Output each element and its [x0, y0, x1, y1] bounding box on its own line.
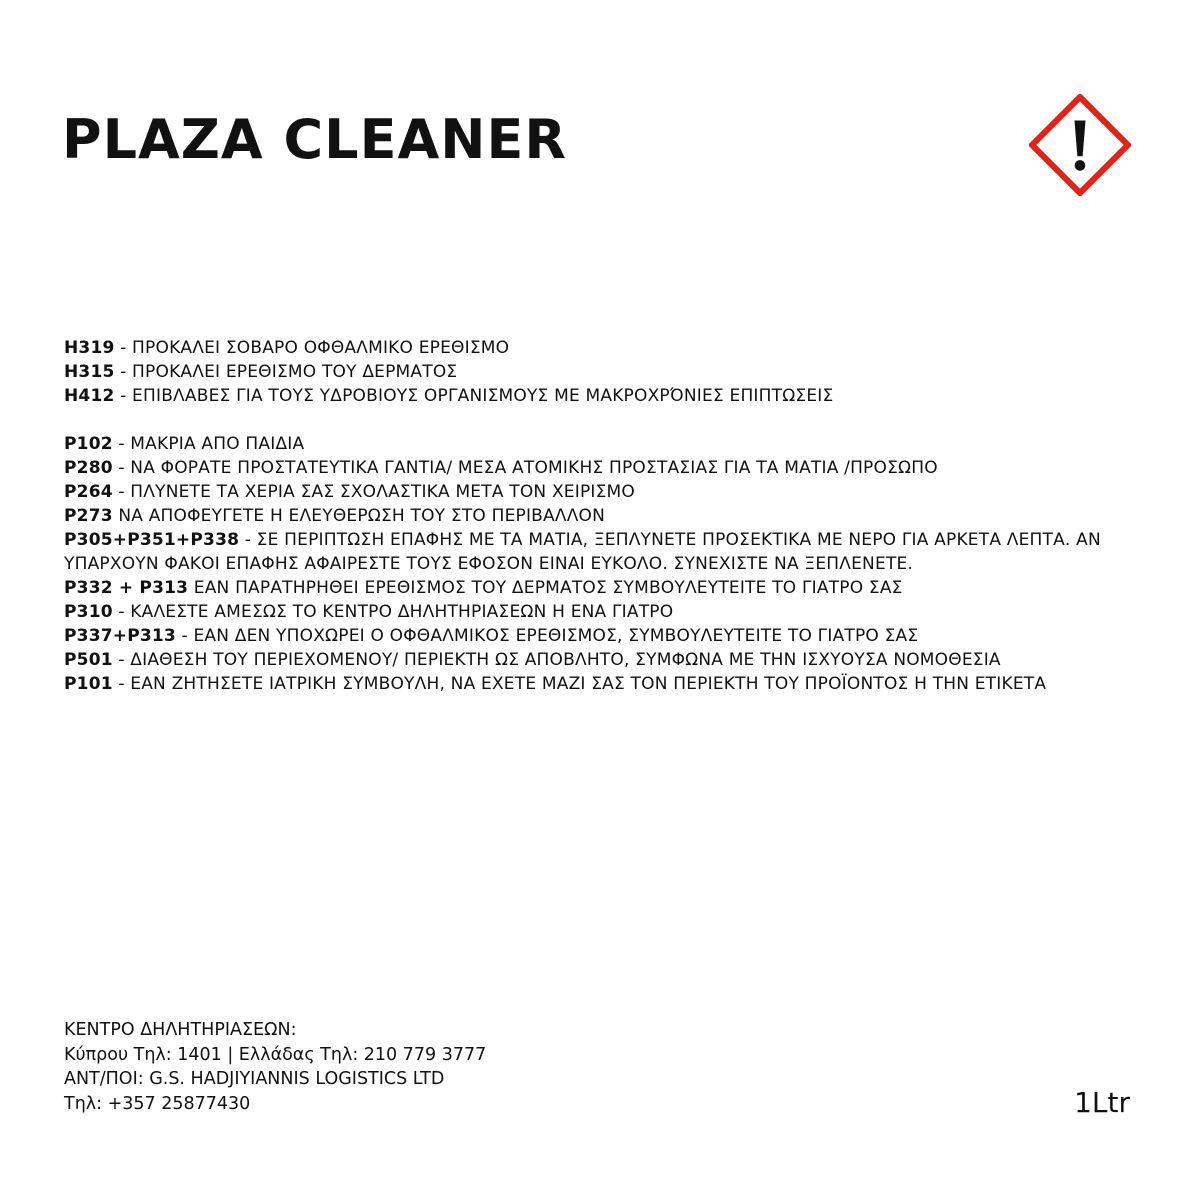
statement-text: ΕΑΝ ΠΑΡΑΤΗΡΗΘΕΙ ΕΡΕΘΙΣΜΟΣ ΤΟΥ ΔΕΡΜΑΤΟΣ ΣΥΜΒΟΥΛΕΥΤΕΙΤΕ ΤΟ ΓΙΑΤΡΟ ΣΑΣ — [188, 578, 903, 598]
statement-text: - ΜΑΚΡΙΑ ΑΠΟ ΠΑΙΔΙΑ — [112, 434, 305, 454]
statement-text: - ΠΛΥΝΕΤΕ ΤΑ ΧΕΡΙΑ ΣΑΣ ΣΧΟΛΑΣΤΙΚΑ ΜΕΤΑ ΤΟΝ ΧΕΙΡΙΣΜΟ — [112, 482, 636, 502]
precautionary-statement — [64, 480, 1144, 504]
statement-code: H319 — [64, 338, 115, 358]
exclamation-mark-diamond-icon — [1029, 94, 1131, 196]
poison-center-heading: ΚΕΝΤΡΟ ΔΗΛΗΤΗΡΙΑΣΕΩΝ: — [64, 1020, 297, 1040]
precautionary-statement — [64, 624, 1144, 648]
precautionary-statement — [64, 456, 1144, 480]
hazard-statement — [64, 336, 1144, 360]
exclamation-dot — [1075, 160, 1086, 171]
statement-code: P305+P351+P338 — [64, 530, 240, 550]
statement-code: H412 — [64, 386, 115, 406]
hazard-statement — [64, 360, 1144, 384]
safety-statements — [64, 336, 1144, 696]
statement-text: ΝΑ ΑΠΟΦΕΥΓΕΤΕ Η ΕΛΕΥΘΕΡΩΣΗ ΤΟΥ ΣΤΟ ΠΕΡΙΒΑΛΛΟΝ — [112, 506, 606, 526]
hazard-statement — [64, 384, 1144, 408]
precautionary-statement — [64, 648, 1144, 672]
statement-code: H315 — [64, 362, 115, 382]
statement-text: - ΣΕ ΠΕΡΙΠΤΩΣΗ ΕΠΑΦΗΣ ΜΕ ΤΑ ΜΑΤΙΑ, ΞΕΠΛΥΝΕΤΕ ΠΡΟΣΕΚΤΙΚΑ ΜΕ ΝΕΡΟ ΓΙΑ ΑΡΚΕΤΑ ΛΕΠΤΑ. ΑΝ ΥΠΑΡΧΟΥΝ ΦΑΚΟΙ ΕΠΑΦΗΣ ΑΦΑΙΡΕΣΤΕ ΤΟΥΣ ΕΦΟΣΟΝ ΕΙΝΑΙ ΕΥΚΟΛΟ. ΣΥΝΕΧΙΣΤΕ ΝΑ ΞΕΠΛΕΝΕΤΕ. — [64, 530, 1101, 574]
representative: ΑΝΤ/ΠΟΙ: G.S. HADJIYIANNIS LOGISTICS LTD — [64, 1069, 445, 1089]
precautionary-statement — [64, 672, 1144, 696]
statement-text: - ΠΡΟΚΑΛΕΙ ΕΡΕΘΙΣΜΟ ΤΟΥ ΔΕΡΜΑΤΟΣ — [114, 362, 458, 382]
precautionary-statements — [64, 432, 1144, 696]
statement-code: P310 — [64, 602, 113, 622]
statement-code: P332 + P313 — [64, 578, 189, 598]
precautionary-statement — [64, 528, 1144, 576]
contact-footer — [64, 1018, 486, 1116]
statement-code: P501 — [64, 650, 113, 670]
precautionary-statement — [64, 432, 1144, 456]
statement-code: P273 — [64, 506, 113, 526]
statement-text: - ΔΙΑΘΕΣΗ ΤΟΥ ΠΕΡΙΕΧΟΜΕΝΟΥ/ ΠΕΡΙΕΚΤΗ ΩΣ ΑΠΟΒΛΗΤΟ, ΣΥΜΦΩΝΑ ΜΕ ΤΗΝ ΙΣΧΥΟΥΣΑ ΝΟΜΟΘΕΣΙΑ — [112, 650, 1001, 670]
product-title: PLAZA CLEANER — [62, 108, 567, 171]
statement-text: - ΚΑΛΕΣΤΕ ΑΜΕΣΩΣ ΤΟ ΚΕΝΤΡΟ ΔΗΛΗΤΗΡΙΑΣΕΩΝ Η ΕΝΑ ΓΙΑΤΡΟ — [112, 602, 674, 622]
statement-code: P337+P313 — [64, 626, 176, 646]
statement-text: - ΕΠΙΒΛΑΒΕΣ ΓΙΑ ΤΟΥΣ ΥΔΡΟΒΙΟΥΣ ΟΡΓΑΝΙΣΜΟΥΣ ΜΕ ΜΑΚΡΟΧΡΌΝΙΕΣ ΕΠΙΠΤΩΣΕΙΣ — [114, 386, 834, 406]
statement-text: - ΝΑ ΦΟΡΑΤΕ ΠΡΟΣΤΑΤΕΥΤΙΚΑ ΓΑΝΤΙΑ/ ΜΕΣΑ ΑΤΟΜΙΚΗΣ ΠΡΟΣΤΑΣΙΑΣ ΓΙΑ ΤΑ ΜΑΤΙΑ /ΠΡΟΣΩΠΟ — [112, 458, 938, 478]
statement-text: - ΠΡΟΚΑΛΕΙ ΣΟΒΑΡΟ ΟΦΘΑΛΜΙΚΟ ΕΡΕΘΙΣΜΟ — [114, 338, 510, 358]
hazard-statements — [64, 336, 1144, 408]
statement-text: - ΕΑΝ ΔΕΝ ΥΠΟΧΩΡΕΙ Ο ΟΦΘΑΛΜΙΚΟΣ ΕΡΕΘΙΣΜΟΣ, ΣΥΜΒΟΥΛΕΥΤΕΙΤΕ ΤΟ ΓΙΑΤΡΟ ΣΑΣ — [175, 626, 919, 646]
statement-code: P101 — [64, 674, 113, 694]
precautionary-statement — [64, 600, 1144, 624]
statement-code: P280 — [64, 458, 113, 478]
volume-label: 1Ltr — [1074, 1086, 1130, 1119]
precautionary-statement — [64, 504, 1144, 528]
representative-phone: Τηλ: +357 25877430 — [64, 1093, 251, 1114]
precautionary-statement — [64, 576, 1144, 600]
statement-code: P264 — [64, 482, 113, 502]
statement-text: - ΕΑΝ ΖΗΤΗΣΕΤΕ ΙΑΤΡΙΚΗ ΣΥΜΒΟΥΛΗ, ΝΑ ΕΧΕΤΕ ΜΑΖΙ ΣΑΣ ΤΟΝ ΠΕΡΙΕΚΤΗ ΤΟΥ ΠΡΟΪΟΝΤΟΣ Η ΤΗΝ ΕΤΙΚΕΤΑ — [112, 674, 1047, 694]
poison-center-phones: Κύπρου Τηλ: 1401 | Ελλάδας Τηλ: 210 779 3777 — [64, 1044, 487, 1065]
statement-code: P102 — [64, 434, 113, 454]
